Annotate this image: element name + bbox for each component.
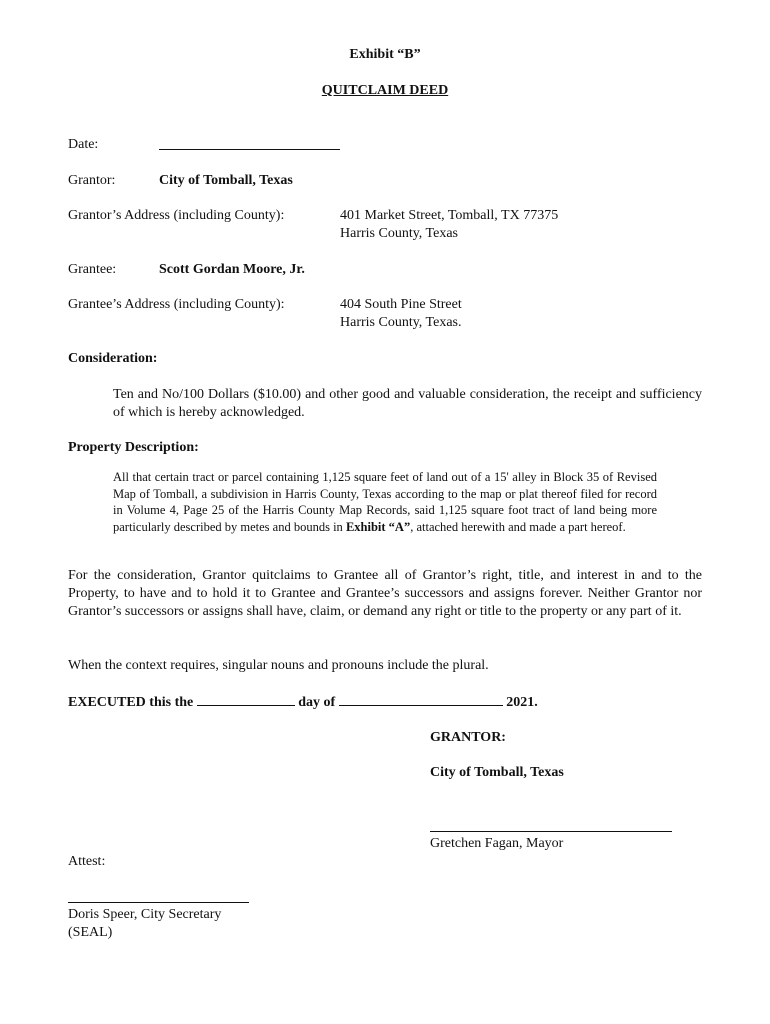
grantor-signature-heading: GRANTOR: [430, 730, 506, 745]
consideration-text: Ten and No/100 Dollars ($10.00) and other good and valuable consideration, the receipt and sufficiency of which is hereby acknowledged. [113, 387, 702, 420]
property-heading: Property Description: [68, 440, 199, 455]
grantee-address-line1: 404 South Pine Street [340, 297, 462, 312]
seal-label: (SEAL) [68, 925, 113, 940]
plural-paragraph: When the context requires, singular nouns and pronouns include the plural. [68, 658, 489, 673]
grantor-label: Grantor: [68, 173, 116, 188]
secretary-name: Doris Speer, City Secretary [68, 907, 222, 922]
exhibit-label: Exhibit “B” [349, 47, 421, 62]
grantee-address-line2: Harris County, Texas. [340, 315, 462, 330]
executed-line [68, 693, 538, 712]
executed-month-blank [339, 693, 503, 706]
date-label: Date: [68, 137, 99, 152]
secretary-signature-line [68, 902, 249, 903]
grantor-value: City of Tomball, Texas [159, 173, 293, 188]
executed-prefix: EXECUTED this the [68, 695, 194, 710]
exhibit-a-reference: Exhibit “A” [345, 519, 411, 534]
grantor-address-line1: 401 Market Street, Tomball, TX 77375 [340, 208, 559, 223]
grantee-value: Scott Gordan Moore, Jr. [159, 262, 305, 277]
grantee-address-label: Grantee’s Address (including County): [68, 297, 285, 312]
attest-label: Attest: [68, 854, 106, 869]
date-blank-line [159, 149, 340, 150]
quitclaim-paragraph: For the consideration, Grantor quitclaims to Grantee all of Grantor’s right, title, and interest in and to the Property, to have and to hold it to Grantee and Grantee’s successors and assigns forever. Neither Grantor nor Grantor’s successors or assigns shall have, claim, or demand any right or title to the property or any part of it. [68, 568, 702, 619]
mayor-name: Gretchen Fagan, Mayor [430, 836, 564, 851]
grantee-label: Grantee: [68, 262, 117, 277]
consideration-heading: Consideration: [68, 351, 158, 366]
grantor-address-line2: Harris County, Texas [340, 226, 459, 241]
executed-day-blank [197, 693, 295, 706]
document-title: QUITCLAIM DEED [321, 83, 449, 98]
property-text-after: , attached herewith and made a part hereof. [410, 519, 626, 534]
mayor-signature-line [430, 831, 672, 832]
executed-middle: day of [298, 695, 336, 710]
property-description [113, 469, 657, 535]
executed-year: 2021. [506, 695, 538, 710]
property-text-before: All that certain tract or parcel containing 1,125 square feet of land out of a 15' alley in Block 35 of Revised Map of Tomball, a subdivision in Harris County, Texas according to the map or plat thereof filed for record in Volume 4, Page 25 of the Harris County Map Records, said 1,125 square foot tract of land being more particularly described by metes and bounds in [113, 470, 657, 534]
grantor-address-label: Grantor’s Address (including County): [68, 208, 285, 223]
grantor-signature-name: City of Tomball, Texas [430, 765, 564, 780]
